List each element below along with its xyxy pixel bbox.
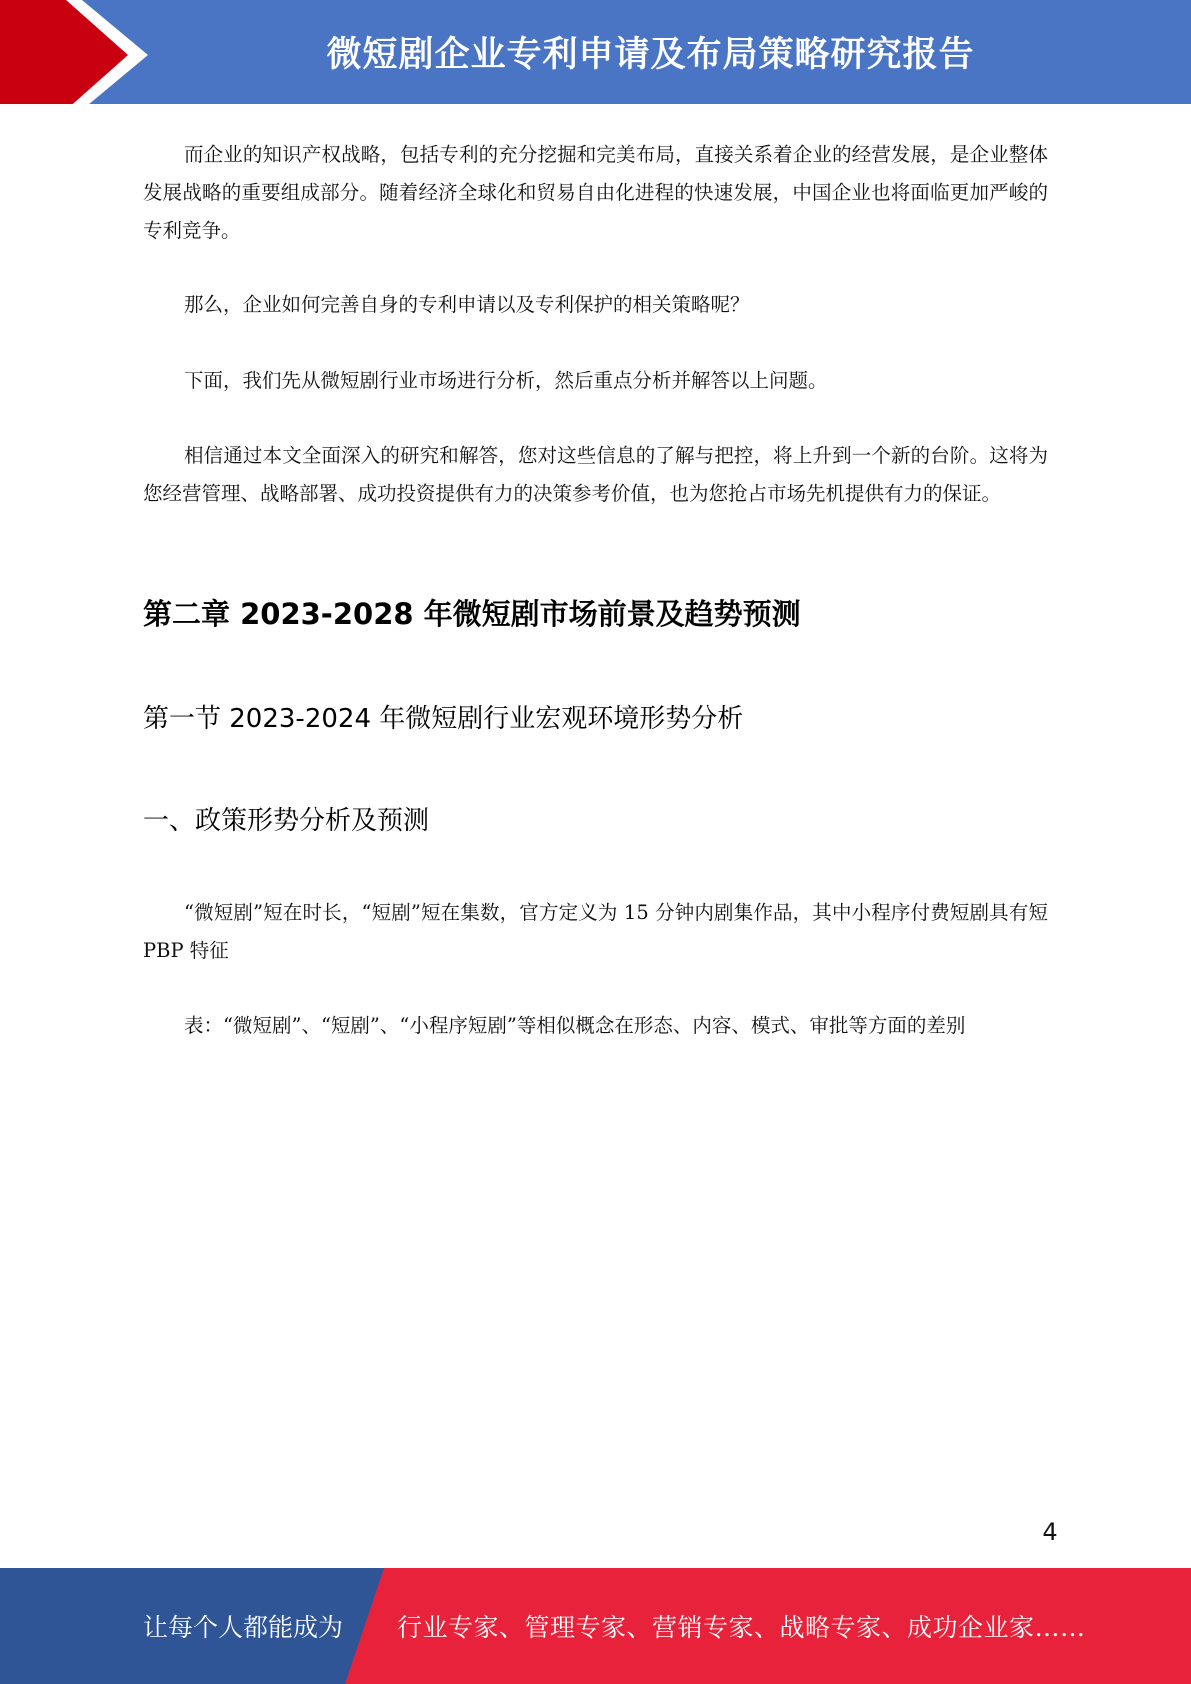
header-banner [0,0,1191,110]
paragraph-question: 那么，企业如何完善自身的专利申请以及专利保护的相关策略呢？ [184,293,750,316]
page-number: 4 [1042,1518,1058,1546]
report-title: 微短剧企业专利申请及布局策略研究报告 [326,35,975,75]
footer-slogan-right: 行业专家、管理专家、营销专家、战略专家、成功企业家…… [397,1613,1086,1642]
paragraph-ip-strategy: 而企业的知识产权战略，包括专利的充分挖掘和完美布局，直接关系着企业的经营发展，是企业整体发展战略的重要组成部分。随着经济全球化和贸易自由化进程的快速发展，中国企业也将面临更加严峻的专利竞争。 [143,143,1048,242]
footer-banner [0,1568,1191,1684]
paragraph-definition: “微短剧”短在时长，“短剧”短在集数，官方定义为 15 分钟内剧集作品，其中小程序付费短剧具有短 PBP 特征 [143,901,1048,962]
paragraph-analysis-intro: 下面，我们先从微短剧行业市场进行分析，然后重点分析并解答以上问题。 [184,369,828,392]
chapter-heading: 第二章 2023-2028 年微短剧市场前景及趋势预测 [143,597,801,631]
subsection-heading: 一、政策形势分析及预测 [143,806,430,836]
paragraph-value-statement: 相信通过本文全面深入的研究和解答，您对这些信息的了解与把控，将上升到一个新的台阶。这将为您经营管理、战略部署、成功投资提供有力的决策参考价值，也为您抢占市场先机提供有力的保证。 [143,444,1048,505]
table-caption: 表：“微短剧”、“短剧”、“小程序短剧”等相似概念在形态、内容、模式、审批等方面的差别 [184,1014,966,1037]
footer-slogan-left: 让每个人都能成为 [143,1613,344,1642]
section-heading: 第一节 2023-2024 年微短剧行业宏观环境形势分析 [143,704,744,734]
